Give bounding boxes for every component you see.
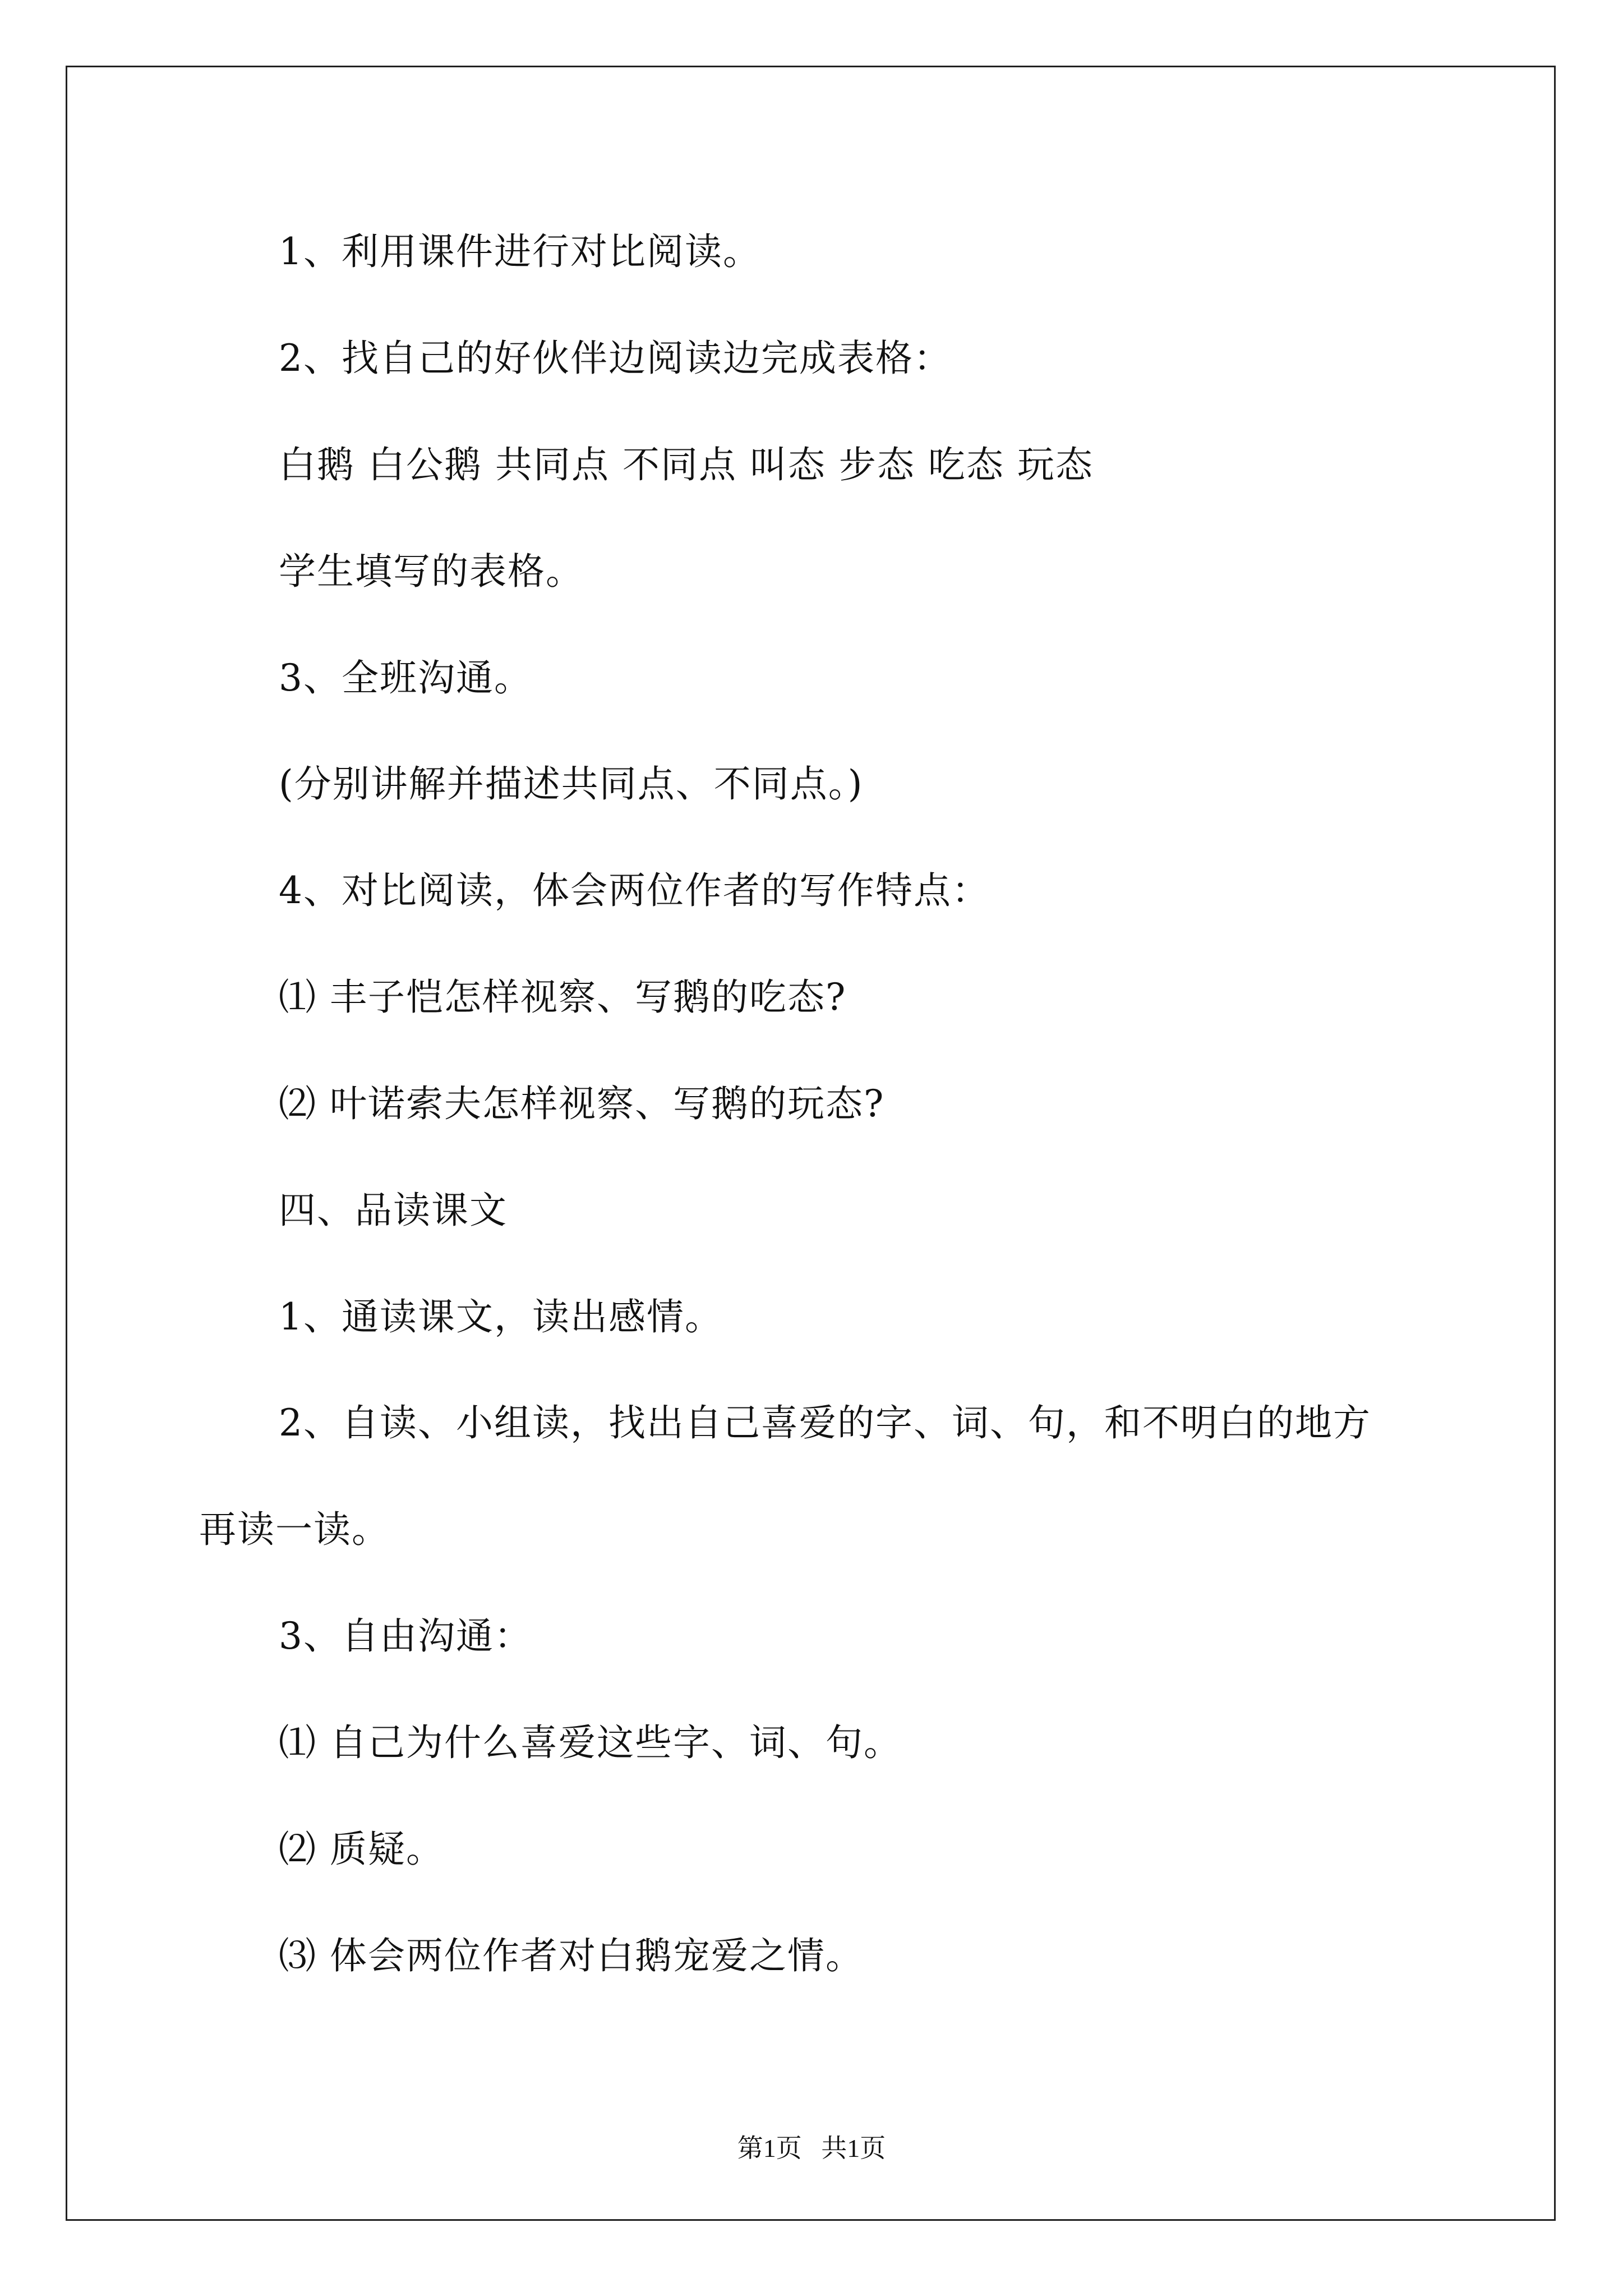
paragraph-step-3: 3、全班沟通。: [279, 656, 532, 700]
paragraph-read-2: 2、自读、小组读，找出自己喜爱的字、词、句，和不明白的地方: [279, 1401, 1371, 1444]
paragraph-step-1: 1、利用课件进行对比阅读。: [279, 230, 761, 273]
page-border: [66, 66, 1556, 2221]
paragraph-read-1: 1、通读课文，读出感情。: [279, 1295, 723, 1338]
paragraph-step-4: 4、对比阅读，体会两位作者的写作特点：: [279, 869, 990, 912]
paragraph-question-2: ⑵ 叶诺索夫怎样视察、写鹅的玩态?: [279, 1082, 885, 1125]
paragraph-student-table: 学生填写的表格。: [279, 550, 584, 593]
paragraph-table-headers: 白鹅 白公鹅 共同点 不同点 叫态 步态 吃态 玩态: [279, 443, 1094, 486]
paragraph-note: (分别讲解并描述共同点、不同点。): [279, 762, 864, 806]
paragraph-sub-1: ⑴ 自己为什么喜爱这些字、词、句。: [279, 1721, 902, 1764]
paragraph-read-2-continued: 再读一读。: [199, 1508, 390, 1551]
paragraph-question-1: ⑴ 丰子恺怎样视察、写鹅的吃态?: [279, 976, 847, 1019]
page-footer: 第1页 共1页: [737, 2134, 886, 2162]
paragraph-step-2: 2、找自己的好伙伴边阅读边完成表格：: [279, 337, 952, 380]
paragraph-sub-2: ⑵ 质疑。: [279, 1828, 444, 1871]
paragraph-read-3: 3、自由沟通：: [279, 1614, 532, 1658]
paragraph-sub-3: ⑶ 体会两位作者对白鹅宠爱之情。: [279, 1934, 864, 1977]
section-heading: 四、品读课文: [279, 1189, 508, 1232]
